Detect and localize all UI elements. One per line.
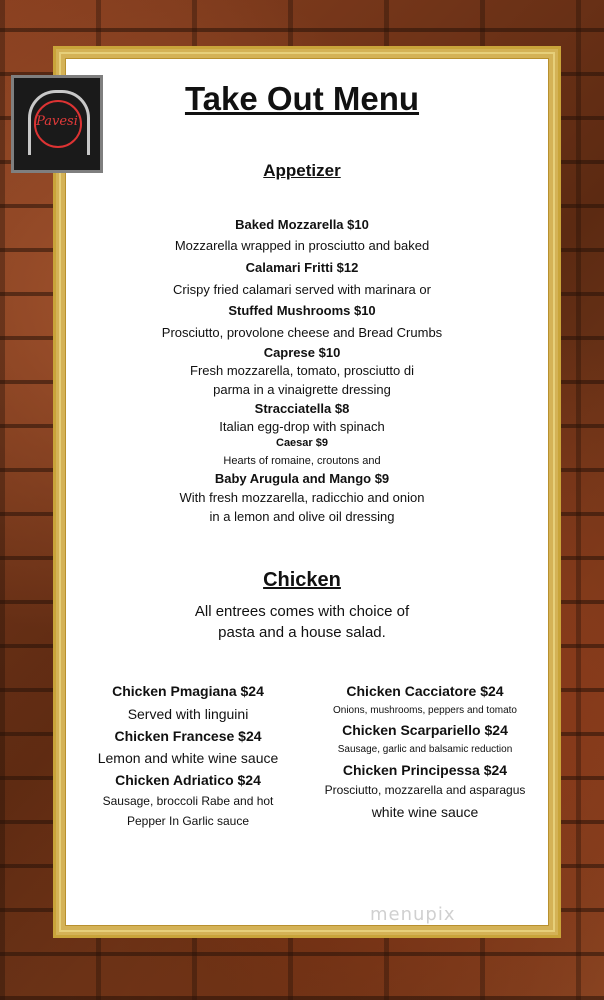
chicken-item-name: Chicken Pmagiana $24 (112, 683, 264, 699)
chicken-heading: Chicken (263, 569, 341, 591)
appetizer-item-desc: Mozzarella wrapped in prosciutto and baked (174, 238, 430, 253)
appetizer-item-desc: Crispy fried calamari served with marinara or (173, 282, 431, 297)
chicken-item-desc: Served with linguini (127, 706, 249, 722)
menu-title: Take Out Menu (184, 80, 420, 117)
appetizer-item-name: Baby Arugula and Mango $9 (214, 471, 390, 486)
appetizer-item-desc: in a lemon and olive oil dressing (209, 509, 395, 524)
logo-text: Pavesi (36, 114, 78, 129)
appetizer-item-desc: With fresh mozzarella, radicchio and onion (179, 490, 425, 505)
chicken-item-desc: Sausage, broccoli Rabe and hot (102, 794, 274, 808)
chicken-item-desc: Prosciutto, mozzarella and asparagus (324, 783, 526, 797)
appetizer-heading: Appetizer (263, 161, 341, 180)
appetizer-item-name: Caesar $9 (276, 437, 328, 449)
chicken-item-name: Chicken Adriatico $24 (115, 772, 261, 788)
appetizer-item-desc: Fresh mozzarella, tomato, prosciutto di (190, 363, 414, 378)
appetizer-item-name: Baked Mozzarella $10 (235, 217, 369, 232)
chicken-item-desc: Sausage, garlic and balsamic reduction (337, 744, 513, 755)
chicken-item-desc: Onions, mushrooms, peppers and tomato (333, 705, 517, 716)
appetizer-item-name: Stuffed Mushrooms $10 (228, 303, 376, 318)
chicken-item-desc: Lemon and white wine sauce (97, 750, 279, 766)
chicken-item-name: Chicken Principessa $24 (342, 762, 508, 778)
appetizer-item-name: Caprese $10 (263, 345, 341, 360)
chicken-intro: pasta and a house salad. (218, 624, 386, 641)
appetizer-item-desc: Hearts of romaine, croutons and (223, 455, 381, 467)
menupix-watermark: menupix (370, 904, 456, 925)
chicken-intro: All entrees comes with choice of (194, 603, 410, 620)
appetizer-item-desc: parma in a vinaigrette dressing (213, 382, 391, 397)
chicken-item-name: Chicken Scarpariello $24 (342, 722, 508, 738)
appetizer-item-name: Stracciatella $8 (254, 401, 350, 416)
appetizer-item-name: Calamari Fritti $12 (245, 260, 359, 275)
chicken-item-name: Chicken Francese $24 (114, 728, 262, 744)
chicken-item-name: Chicken Cacciatore $24 (346, 683, 504, 699)
appetizer-item-desc: Prosciutto, provolone cheese and Bread Crumbs (161, 325, 443, 340)
chicken-item-desc: white wine sauce (371, 804, 479, 820)
chicken-item-desc: Pepper In Garlic sauce (126, 814, 250, 828)
appetizer-item-desc: Italian egg-drop with spinach (219, 419, 385, 434)
